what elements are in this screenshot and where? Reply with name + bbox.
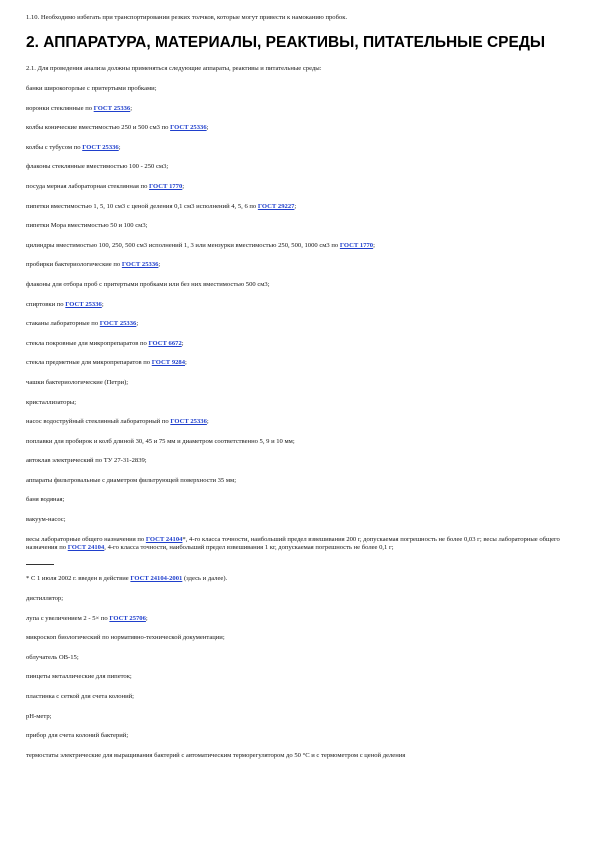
list-item (26, 105, 571, 113)
item-text: аппараты фильтровальные с диаметром фильтрующей поверхности 35 мм; (26, 476, 237, 484)
gost-link[interactable]: ГОСТ 25336 (170, 124, 207, 132)
item-text: ; (136, 320, 139, 328)
item-text: пробирки бактериологические по (26, 261, 122, 269)
item-text: ; (158, 261, 161, 269)
list-item (26, 516, 571, 524)
list-item (26, 536, 571, 553)
item-text: посуда мерная лабораторная стеклянная по (26, 182, 150, 190)
item-text: ; (101, 300, 104, 308)
list-item (26, 673, 571, 681)
document-page (26, 14, 571, 760)
item-text: ; (118, 143, 121, 151)
item-text: пинцеты металлические для пипеток; (26, 673, 132, 681)
list-item (26, 301, 571, 309)
item-text: рН-метр; (26, 712, 52, 720)
item-text: облучатель ОВ-15; (26, 653, 79, 661)
gost-link[interactable]: ГОСТ 29227 (257, 202, 295, 210)
gost-link[interactable]: ГОСТ 25336 (170, 418, 207, 426)
footnote: * С 1 июля 2002 г. введен в действие ГОСТ 24104-2001 (здесь и далее). (26, 575, 228, 583)
item-text: пластинка с сеткой для счета колоний; (26, 693, 135, 701)
item-text: термостаты электрические для выращивания бактерий с автоматическим терморегулятором до 50 °С и с термометром с ценой деления (26, 751, 406, 759)
item-text: чашки бактериологические (Петри); (26, 378, 129, 386)
item-text: стекла покровные для микропрепаратов по (26, 339, 149, 347)
gost-link[interactable]: ГОСТ 9284 (151, 359, 186, 367)
list-item (26, 634, 571, 642)
item-text: колбы с тубусом по (26, 143, 83, 151)
list-item (26, 477, 571, 485)
list-item (26, 340, 571, 348)
gost-link[interactable]: ГОСТ 25336 (82, 143, 119, 151)
gost-link[interactable]: ГОСТ 24104 (67, 544, 105, 552)
list-item (26, 242, 571, 250)
gost-link[interactable]: ГОСТ 1770 (339, 241, 374, 249)
list-item (26, 732, 571, 740)
equipment-list (26, 85, 571, 552)
item-text: , 4-го класса точности, наибольший предел взвешивания 1 кг, допускаемая погрешность не более 0,1 г; (104, 544, 394, 552)
list-item (26, 320, 571, 328)
list-item (26, 457, 571, 465)
item-text: прибор для счета колоний бактерий; (26, 732, 129, 740)
item-text: стекла предметные для микропрепаратов по (26, 359, 152, 367)
item-text: автоклав электрический по ТУ 27-31-2839; (26, 457, 147, 465)
gost-link[interactable]: ГОСТ 6672 (148, 339, 182, 347)
item-text: баня водяная; (26, 496, 65, 504)
list-item (26, 203, 571, 211)
item-text: кристаллизаторы; (26, 398, 77, 406)
item-text: ; (206, 124, 209, 132)
item-text: колбы конические вместимостью 250 и 500 см3 по (26, 124, 171, 132)
list-item (26, 144, 571, 152)
item-text: *, 4-го класса точности, наибольший предел взвешивания 200 г, допускаемая погрешность не более 0,03 г; весы лабораторные общего назначения по (26, 535, 560, 552)
item-text: спиртовки по (26, 300, 66, 308)
list-item (26, 359, 571, 367)
item-text: весы лабораторные общего назначения по (26, 535, 146, 543)
item-text: стаканы лабораторные по (26, 320, 100, 328)
list-item (26, 496, 571, 504)
gost-link[interactable]: ГОСТ 1770 (149, 182, 183, 190)
item-text: банки широкогорлые с притертыми пробками; (26, 85, 157, 92)
item-text: ; (373, 241, 375, 249)
item-text: пипетки Мора вместимостью 50 и 100 см3; (26, 222, 148, 230)
item-text: ; (185, 359, 187, 367)
gost-link[interactable]: ГОСТ 24104 (145, 535, 183, 543)
item-text: ; (206, 418, 209, 426)
list-item (26, 163, 571, 171)
item-text: ; (294, 202, 297, 210)
footnote-separator (26, 564, 54, 565)
list-item (26, 654, 571, 662)
item-text: поплавки для пробирок и колб длиной 30, 45 и 75 мм и диаметром соответственно 5, 9 и 10 мм; (26, 437, 295, 445)
list-item (26, 399, 571, 407)
list-item (26, 418, 571, 426)
item-text: цилиндры вместимостью 100, 250, 500 см3 исполнений 1, 3 или мензурки вместимостью 250, 500, 1000 см3 по (26, 241, 340, 249)
item-text: ; (130, 104, 133, 112)
item-text: лупа с увеличением 2 - 5× по (26, 614, 110, 622)
list-item (26, 124, 571, 132)
item-text: флаконы стеклянные вместимостью 100 - 250 см3; (26, 163, 169, 171)
item-text: флаконы для отбора проб с притертыми пробками или без них вместимостью 500 см3; (26, 280, 270, 288)
gost-link[interactable]: ГОСТ 25336 (121, 261, 159, 269)
list-item (26, 693, 571, 701)
item-text: микроскоп биологический по нормативно-технической документации; (26, 634, 225, 642)
list-item (26, 752, 571, 760)
paragraph-1-10: 1.10. Необходимо избегать при транспортировании резких толчков, которые могут привести к намоканию пробок. (26, 14, 348, 21)
list-item (26, 379, 571, 387)
list-item (26, 713, 571, 721)
item-text: вакуум-насос; (26, 516, 66, 524)
list-item (26, 222, 571, 230)
section-title: 2. АППАРАТУРА, МАТЕРИАЛЫ, РЕАКТИВЫ, ПИТАТЕЛЬНЫЕ СРЕДЫ (26, 34, 546, 52)
equipment-list-continued (26, 595, 571, 760)
gost-link[interactable]: ГОСТ 25336 (99, 320, 137, 328)
gost-link[interactable]: ГОСТ 25336 (93, 104, 131, 112)
list-item (26, 595, 571, 603)
gost-link[interactable]: ГОСТ 25706 (109, 614, 146, 622)
item-text: пипетки вместимостью 1, 5, 10 см3 с ценой деления 0,1 см3 исполнений 4, 5, 6 по (26, 202, 258, 210)
list-item (26, 438, 571, 446)
item-text: насос водоструйный стеклянный лабораторный по (26, 418, 171, 426)
list-item (26, 615, 571, 623)
item-text: дистиллятор; (26, 595, 64, 603)
gost-link[interactable]: ГОСТ 24104-2001 (130, 575, 183, 583)
intro-paragraph: 2.1. Для проведения анализа должны применяться следующие аппараты, реактивы и питательные среды: (26, 65, 322, 73)
item-text: ; (182, 182, 185, 190)
item-text: воронки стеклянные по (26, 104, 94, 112)
list-item (26, 85, 571, 93)
item-text: ; (181, 339, 184, 347)
gost-link[interactable]: ГОСТ 25336 (65, 300, 102, 308)
item-text: ; (145, 614, 148, 622)
list-item (26, 281, 571, 289)
list-item (26, 183, 571, 191)
list-item (26, 261, 571, 269)
